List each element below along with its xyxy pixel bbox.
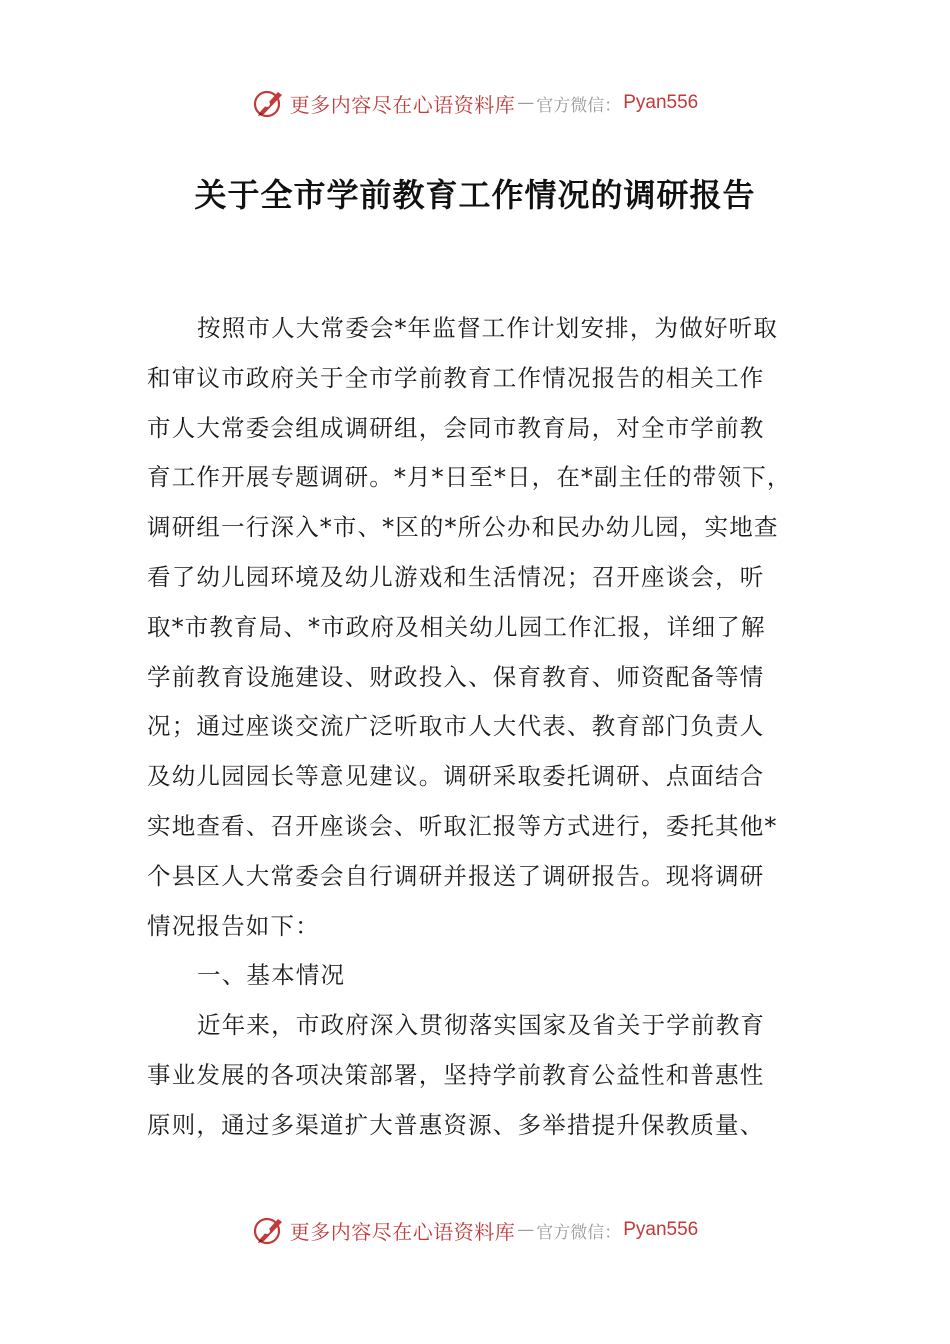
body-line: 调研组一行深入*市、*区的*所公办和民办幼儿园，实地查 (147, 513, 779, 542)
body-line: 学前教育设施建设、财政投入、保育教育、师资配备等情 (147, 662, 765, 691)
pen-logo-icon (252, 86, 286, 120)
body-line: 取*市教育局、*市政府及相关幼儿园工作汇报，详细了解 (147, 612, 766, 641)
body-line: 个县区人大常委会自行调研并报送了调研报告。现将调研 (147, 861, 765, 890)
document-body (147, 304, 815, 1151)
banner-brand-text: 更多内容尽在心语资料库 (289, 92, 516, 117)
banner-separator: — (517, 1220, 535, 1240)
body-line: 事业发展的各项决策部署，坚持学前教育公益性和普惠性 (147, 1060, 765, 1089)
pen-logo-icon (252, 1213, 286, 1247)
body-line: 育工作开展专题调研。*月*日至*日，在*副主任的带领下， (147, 463, 792, 492)
body-line: 市人大常委会组成调研组，会同市教育局，对全市学前教 (147, 413, 765, 442)
banner-separator: — (517, 93, 535, 113)
banner-contact-id: Pyan556 (623, 92, 699, 113)
body-line: 及幼儿园园长等意见建议。调研采取委托调研、点面结合 (147, 762, 765, 791)
banner-contact-id: Pyan556 (623, 1219, 699, 1240)
body-line: 况；通过座谈交流广泛听取市人大代表、教育部门负责人 (147, 712, 765, 741)
document-title: 关于全市学前教育工作情况的调研报告 (194, 176, 756, 214)
banner-contact-label: 官方微信： (536, 95, 622, 116)
footer-banner (0, 1210, 950, 1250)
section-heading: 一、基本情况 (197, 961, 346, 990)
body-line: 实地查看、召开座谈会、听取汇报等方式进行，委托其他* (147, 811, 778, 840)
body-line: 按照市人大常委会*年监督工作计划安排，为做好听取 (197, 314, 779, 342)
body-line: 看了幼儿园环境及幼儿游戏和生活情况；召开座谈会，听 (147, 562, 765, 591)
body-line: 和审议市政府关于全市学前教育工作情况报告的相关工作 (147, 363, 765, 392)
header-banner (0, 83, 950, 123)
body-line: 原则，通过多渠道扩大普惠资源、多举措提升保教质量、 (147, 1110, 765, 1139)
body-line: 情况报告如下： (147, 911, 320, 940)
banner-brand-text: 更多内容尽在心语资料库 (289, 1219, 516, 1244)
banner-contact-label: 官方微信： (536, 1222, 622, 1243)
body-line: 近年来，市政府深入贯彻落实国家及省关于学前教育 (197, 1011, 766, 1040)
